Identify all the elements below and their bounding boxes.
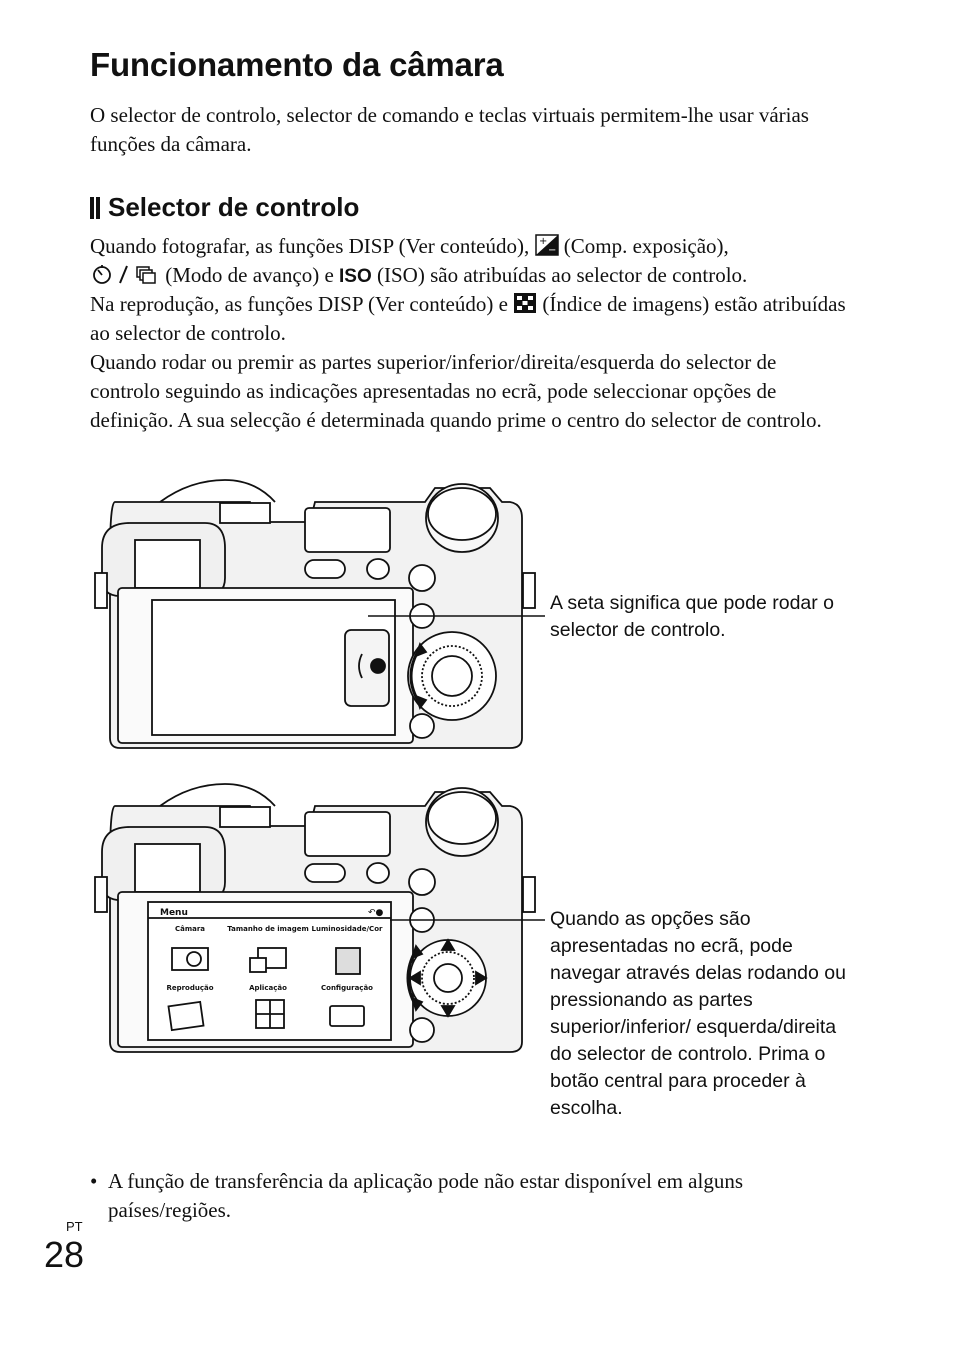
menu-item-playback: Reprodução bbox=[166, 984, 214, 992]
section-heading-text: Selector de controlo bbox=[108, 192, 360, 222]
menu-item-application: Aplicação bbox=[249, 984, 287, 992]
section-heading bbox=[90, 192, 359, 223]
flash-panel bbox=[305, 508, 390, 552]
paragraph-shooting bbox=[90, 232, 850, 291]
hotshoe bbox=[220, 503, 270, 523]
camera-diagram-rotate bbox=[90, 478, 550, 758]
page-title: Funcionamento da câmara bbox=[90, 46, 504, 83]
menu-title: Menu bbox=[160, 908, 188, 918]
menu-item-image-size: Tamanho de imagem bbox=[227, 925, 309, 933]
image-index-icon bbox=[513, 292, 537, 314]
menu-item-brightness: Luminosidade/Cor bbox=[311, 925, 383, 933]
button-playback bbox=[409, 565, 435, 591]
brightness-menu-icon bbox=[336, 948, 360, 974]
p1-text-d: (ISO) são atribuídas ao selector de controlo. bbox=[371, 263, 748, 287]
playback-menu-icon bbox=[168, 1002, 203, 1030]
paragraph-playback bbox=[90, 290, 850, 348]
camera-menu-icon bbox=[172, 948, 208, 970]
menu-back-icon: ↶● bbox=[368, 908, 384, 918]
note-bullet: • bbox=[90, 1169, 98, 1193]
p2-text-a: Na reprodução, as funções DISP (Ver conteúdo) e bbox=[90, 292, 514, 316]
button-down bbox=[410, 714, 434, 738]
p2-text-b: (Índice de imagens) estão atribuídas ao selector de controlo. bbox=[90, 292, 846, 345]
menu-item-setup: Configuração bbox=[321, 984, 373, 992]
drive-mode-icon bbox=[90, 263, 160, 285]
iso-icon: ISO bbox=[339, 266, 372, 287]
button-menu bbox=[305, 560, 345, 578]
section-marker bbox=[90, 197, 100, 219]
camera-diagram-menu bbox=[90, 782, 550, 1062]
menu-item-camera: Câmara bbox=[174, 925, 206, 933]
svg-text:+: + bbox=[538, 236, 547, 247]
p1-text-c: (Modo de avanço) e bbox=[160, 263, 340, 287]
note bbox=[90, 1167, 850, 1225]
note-text: A função de transferência da aplicação pode não estar disponível em alguns países/regiões. bbox=[108, 1169, 743, 1222]
lens-top-outline bbox=[160, 480, 275, 502]
page-language: PT bbox=[66, 1219, 83, 1234]
p1-text-a: Quando fotografar, as funções DISP (Ver conteúdo), bbox=[90, 234, 535, 258]
paragraph-navigation: Quando rodar ou premir as partes superior/inferior/direita/esquerda do selector de controlo seguindo as indicações apresentadas no ecrã, pode seleccionar opções de definição. A sua selecção é determinada quando prime o centro do selector de controlo. bbox=[90, 350, 822, 432]
callout-rotate: A seta significa que pode rodar o selector de controlo. bbox=[550, 592, 835, 641]
p1-text-b: (Comp. exposição), bbox=[558, 234, 729, 258]
callout-menu-navigation: Quando as opções são apresentadas no ecrã, pode navegar através delas rodando ou pressionando as partes superior/inferior/ esquerda/direita do selector de controlo. Prima o botão central para proceder à escolha. bbox=[550, 908, 846, 1119]
setup-menu-icon bbox=[330, 1006, 364, 1026]
intro-paragraph: O selector de controlo, selector de comando e teclas virtuais permitem-lhe usar várias funções da câmara. bbox=[90, 103, 809, 156]
viewfinder bbox=[135, 540, 200, 588]
page-number: 28 bbox=[44, 1234, 85, 1275]
exposure-compensation-icon bbox=[535, 234, 559, 256]
svg-text:−: − bbox=[547, 245, 556, 256]
